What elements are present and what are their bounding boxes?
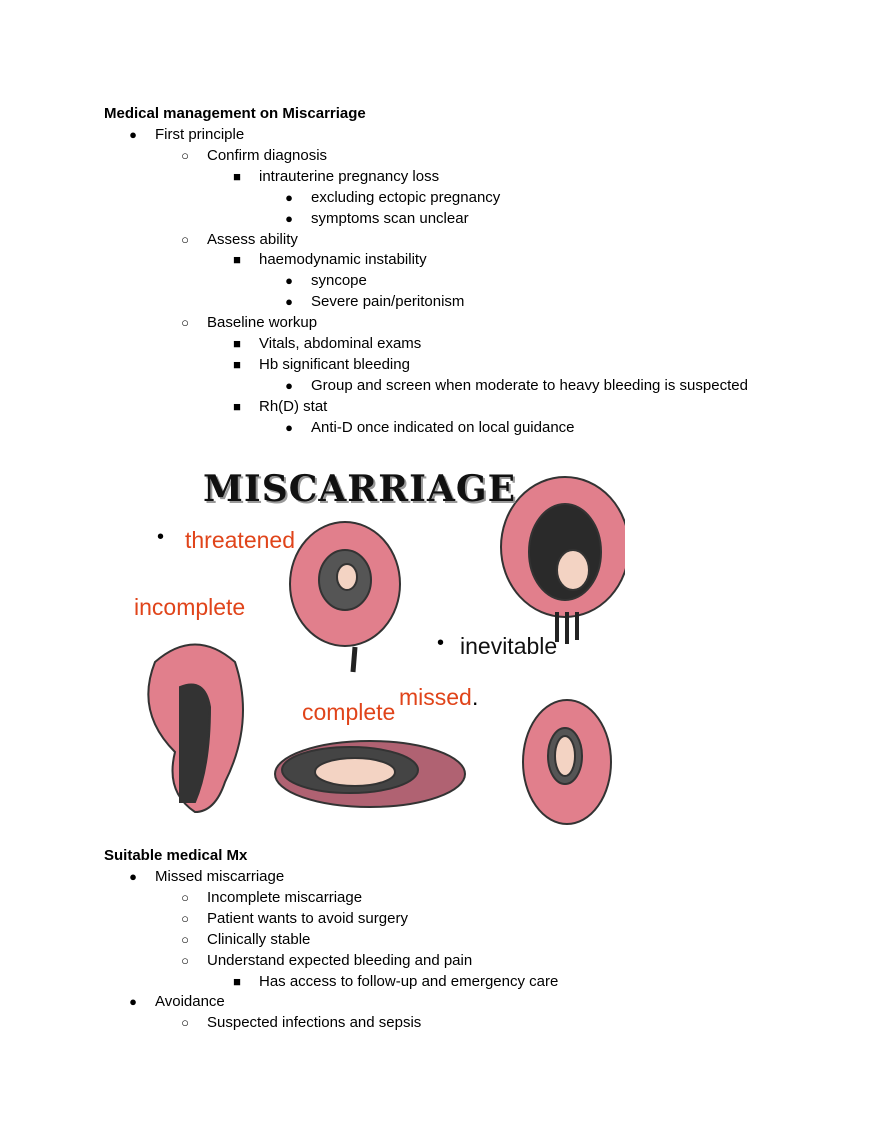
bullet-icon: ■ <box>233 168 241 184</box>
bullet-icon: ● <box>285 210 293 226</box>
bullet-icon: ● <box>285 419 293 435</box>
bullet-threatened: • <box>157 526 165 548</box>
list-item <box>181 887 363 908</box>
bullet-icon: ■ <box>233 398 241 414</box>
label-complete: complete <box>302 699 396 725</box>
list-item-text: Has access to follow-up and emergency care <box>259 972 559 990</box>
list-item <box>285 417 575 438</box>
section-heading-medical-management: Medical management on Miscarriage <box>104 105 366 122</box>
bullet-icon: ○ <box>181 889 189 905</box>
bullet-inevitable: • <box>437 632 445 654</box>
label-period: . <box>472 684 479 710</box>
bullet-icon: ■ <box>233 336 241 351</box>
list-item-text: Missed miscarriage <box>155 868 285 885</box>
list-item <box>181 1012 422 1033</box>
list-item <box>233 396 328 417</box>
bullet-icon: ● <box>285 377 293 393</box>
list-item-text: excluding ectopic pregnancy <box>311 188 501 206</box>
list-item-text: Understand expected bleeding and pain <box>207 951 473 969</box>
list-item-text: Rh(D) stat <box>259 397 328 415</box>
list-item-text: Assess ability <box>207 230 298 248</box>
list-item <box>233 249 427 270</box>
bullet-icon: ■ <box>233 973 241 989</box>
list-item-text: Baseline workup <box>207 314 318 332</box>
bullet-icon: ○ <box>181 931 189 947</box>
list-item <box>285 208 469 229</box>
list-item <box>129 866 285 887</box>
list-item <box>285 270 367 291</box>
list-item-text: Severe pain/peritonism <box>311 293 465 311</box>
list-item-text: Confirm diagnosis <box>207 146 328 164</box>
list-item <box>233 333 422 354</box>
list-item-text: haemodynamic instability <box>259 251 427 269</box>
list-item <box>233 971 559 992</box>
miscarriage-figure <box>125 462 625 842</box>
list-item <box>233 166 440 187</box>
list-item-text: Suspected infections and sepsis <box>207 1014 422 1032</box>
bullet-icon: ■ <box>233 252 241 268</box>
list-item <box>181 145 328 166</box>
label-inevitable: inevitable <box>460 633 558 659</box>
bullet-icon: ○ <box>181 952 189 968</box>
label-incomplete: incomplete <box>134 594 246 620</box>
list-item-text: First principle <box>155 126 245 143</box>
bullet-icon: ● <box>129 994 137 1010</box>
bullet-icon: ○ <box>181 910 189 926</box>
list-item <box>285 187 501 208</box>
list-item-text: intrauterine pregnancy loss <box>259 167 440 185</box>
list-item <box>129 991 225 1012</box>
bullet-icon: ● <box>285 189 293 205</box>
section-heading-suitable-mx: Suitable medical Mx <box>104 847 248 864</box>
list-item-text: Clinically stable <box>207 930 311 948</box>
list-item <box>181 229 298 250</box>
bullet-icon: ○ <box>181 147 189 163</box>
list-item <box>181 929 311 950</box>
list-item-text: Group and screen when moderate to heavy bleeding is suspected <box>311 376 748 394</box>
list-item-text: symptoms scan unclear <box>311 209 469 227</box>
label-missed: missed <box>399 684 472 710</box>
list-item <box>181 312 318 333</box>
list-item <box>181 908 408 929</box>
bullet-icon: ● <box>285 273 293 289</box>
list-item <box>181 950 473 971</box>
bullet-icon: ○ <box>181 1015 189 1031</box>
bullet-icon: ○ <box>181 315 189 331</box>
list-item-text: Anti-D once indicated on local guidance <box>311 418 575 436</box>
label-threatened: threatened <box>185 527 295 553</box>
list-item-text: Avoidance <box>155 993 225 1011</box>
bullet-icon: ● <box>285 294 293 310</box>
list-item-text: Hb significant bleeding <box>259 355 410 373</box>
bullet-icon: ○ <box>181 231 189 247</box>
list-item <box>285 375 748 396</box>
list-item <box>233 354 410 375</box>
bullet-icon: ● <box>129 127 137 142</box>
list-item-text: Incomplete miscarriage <box>207 888 363 906</box>
list-item <box>285 291 465 312</box>
list-item-text: Vitals, abdominal exams <box>259 335 422 352</box>
bullet-icon: ● <box>129 869 137 884</box>
list-item <box>129 124 245 145</box>
bullet-icon: ■ <box>233 356 241 372</box>
figure-title: MISCARRIAGE <box>203 468 517 510</box>
list-item-text: Patient wants to avoid surgery <box>207 909 408 927</box>
list-item-text: syncope <box>311 272 367 290</box>
